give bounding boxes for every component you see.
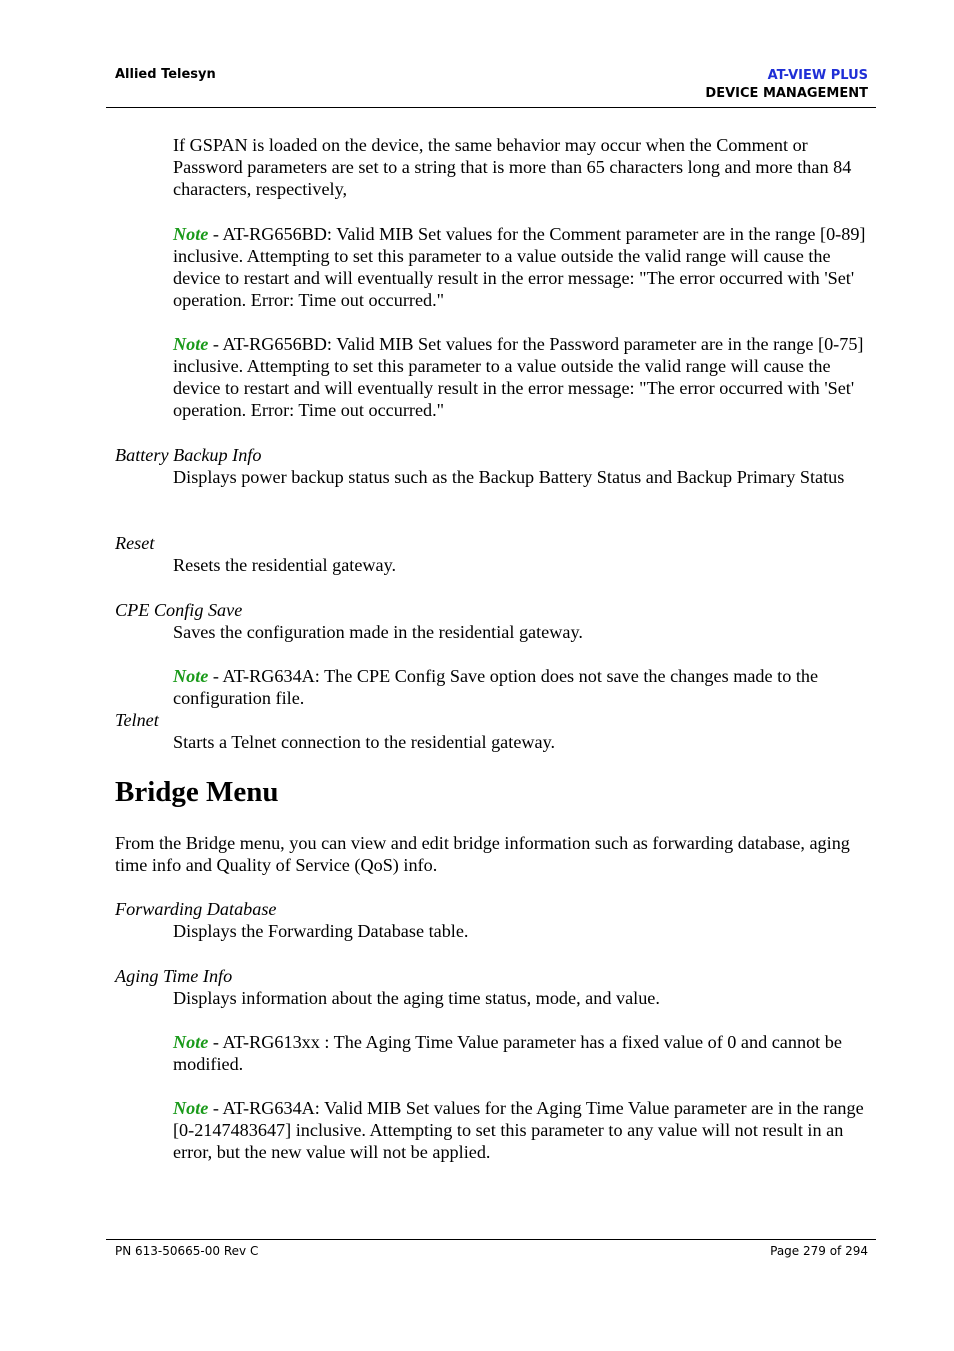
term-forwarding-database: Forwarding Database: [115, 899, 277, 919]
note-label: Note: [173, 1032, 209, 1052]
gspan-paragraph: If GSPAN is loaded on the device, the same behavior may occur when the Comment or Password parameters are set to a string that is more than 65 characters long and more than 84 characters, respectively,: [173, 135, 852, 199]
desc-telnet: Starts a Telnet connection to the residential gateway.: [173, 732, 556, 752]
note-aging-rg634a: [173, 1097, 873, 1163]
term-aging-time-info: Aging Time Info: [115, 966, 233, 986]
term-cpe-config-save: CPE Config Save: [115, 600, 243, 620]
note-cpe-config-save: [173, 665, 873, 709]
header-title-block: [705, 67, 868, 103]
header-product: AT-VIEW PLUS: [767, 68, 868, 83]
header-divider: [106, 107, 876, 108]
note-text: - AT-RG656BD: Valid MIB Set values for the Password parameter are in the range [0-75] inclusive. Attempting to set this parameter to a value outside the valid range will cause the device to restart and will eventually result in the error message: "The error occurred with 'Set' operation. Error: Time out occurred.": [173, 334, 864, 420]
footer-page-number: Page 279 of 294: [770, 1244, 868, 1258]
desc-forwarding-database: Displays the Forwarding Database table.: [173, 921, 469, 941]
header-company: Allied Telesyn: [115, 67, 216, 82]
desc-reset: Resets the residential gateway.: [173, 555, 397, 575]
desc-battery-backup-info: Displays power backup status such as the Backup Battery Status and Backup Primary Status: [173, 467, 845, 487]
term-battery-backup-info: Battery Backup Info: [115, 445, 262, 465]
desc-cpe-config-save: Saves the configuration made in the residential gateway.: [173, 622, 583, 642]
section-heading-bridge-menu: Bridge Menu: [115, 776, 279, 808]
header-section: DEVICE MANAGEMENT: [705, 86, 868, 101]
note-label: Note: [173, 224, 209, 244]
note-comment-range: [173, 223, 873, 311]
note-label: Note: [173, 666, 209, 686]
term-reset: Reset: [115, 533, 155, 553]
footer-divider: [106, 1239, 876, 1240]
note-label: Note: [173, 1098, 209, 1118]
note-text: - AT-RG656BD: Valid MIB Set values for the Comment parameter are in the range [0-89] inclusive. Attempting to set this parameter to a value outside the valid range will cause the device to restart and will eventually result in the error message: "The error occurred with 'Set' operation. Error: Time out occurred.": [173, 224, 866, 310]
term-telnet: Telnet: [115, 710, 159, 730]
note-text: - AT-RG634A: The CPE Config Save option does not save the changes made to the configuration file.: [173, 666, 819, 708]
note-label: Note: [173, 334, 209, 354]
note-text: - AT-RG613xx : The Aging Time Value parameter has a fixed value of 0 and cannot be modified.: [173, 1032, 842, 1074]
note-aging-rg613xx: [173, 1031, 873, 1075]
desc-aging-time-info: Displays information about the aging time status, mode, and value.: [173, 988, 660, 1008]
note-text: - AT-RG634A: Valid MIB Set values for the Aging Time Value parameter are in the range [0-2147483647] inclusive. Attempting to set this parameter to any value will not result in an error, but the new value will not be applied.: [173, 1098, 864, 1162]
note-password-range: [173, 333, 873, 421]
footer-part-number: PN 613-50665-00 Rev C: [115, 1244, 259, 1258]
bridge-intro-paragraph: From the Bridge menu, you can view and edit bridge information such as forwarding database, aging time info and Quality of Service (QoS) info.: [115, 833, 850, 875]
